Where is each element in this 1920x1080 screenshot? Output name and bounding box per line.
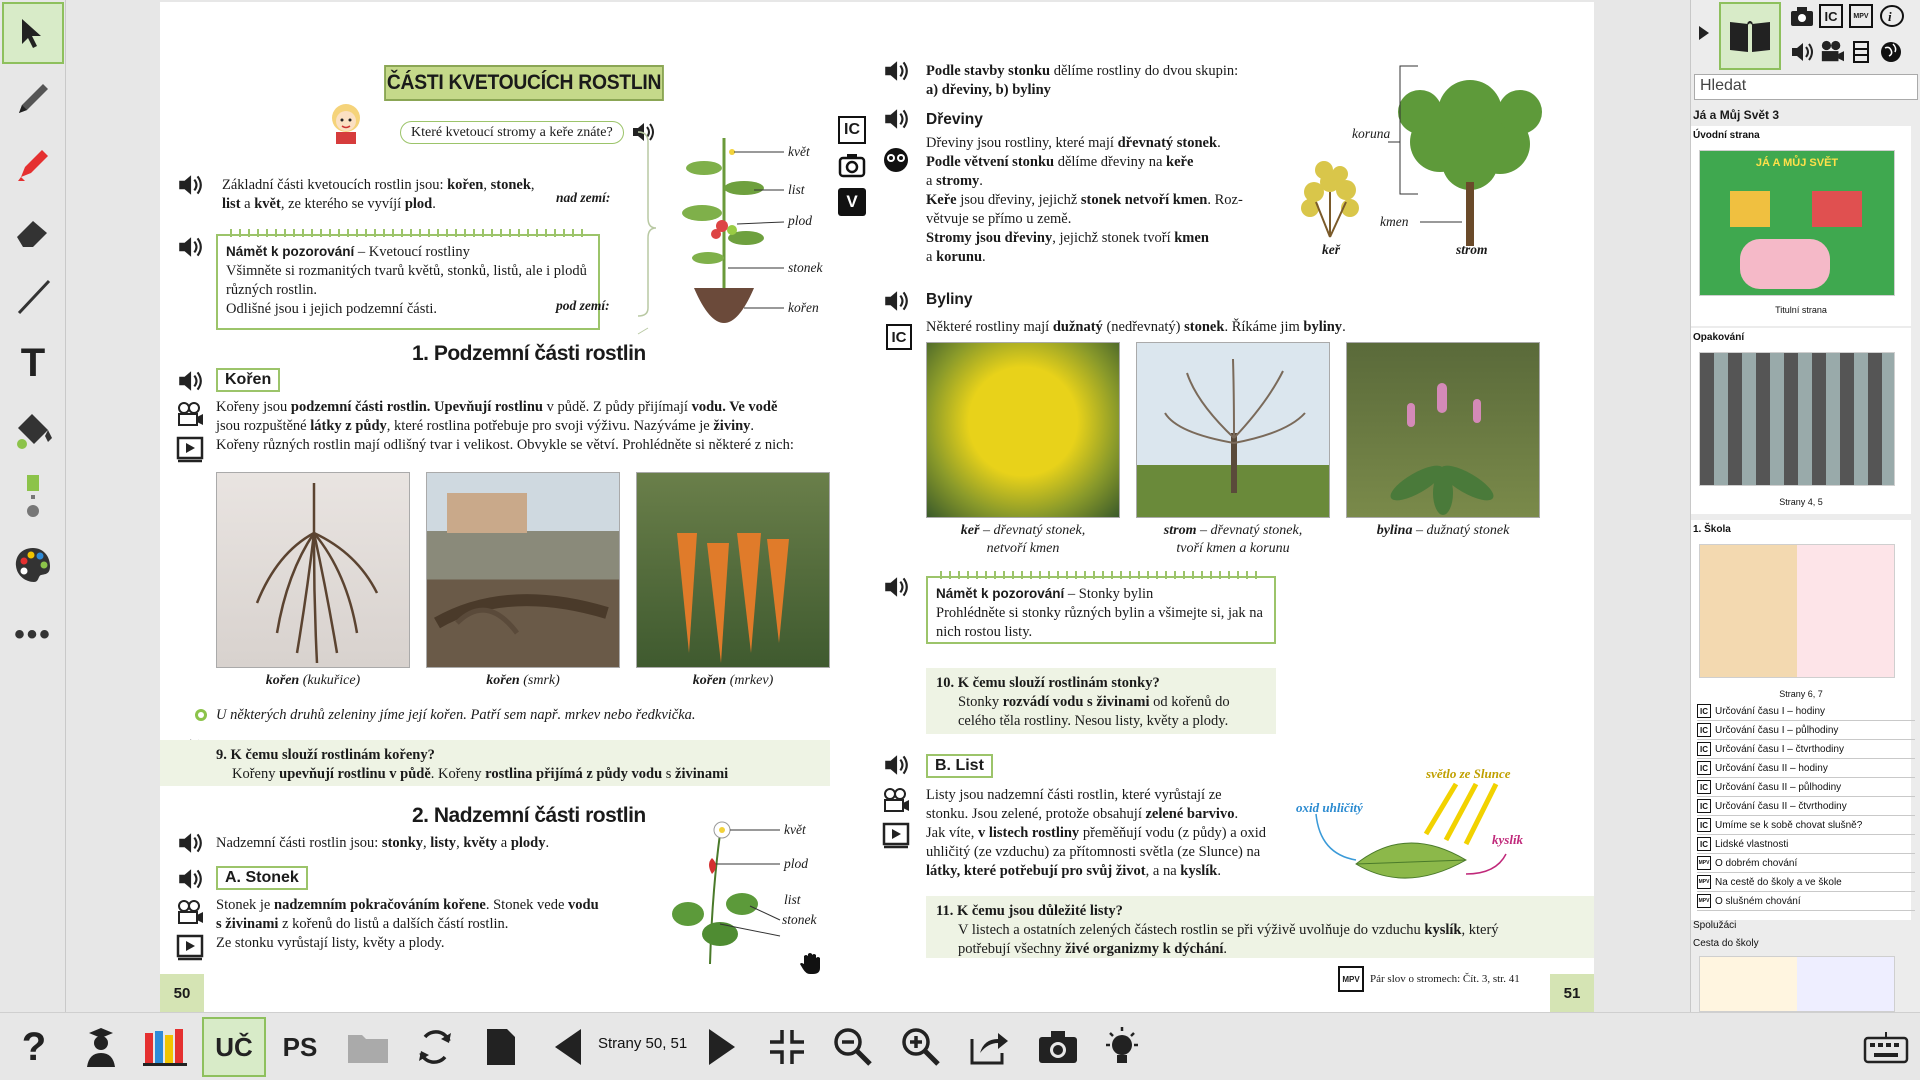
share-icon[interactable] [962,1017,1016,1077]
intro-text: Základní části kvetoucích rostlin jsou: kořen, stonek, list a květ, ze kterého se vyvíjí plod. [222,177,535,212]
plant-diagram: nad zemí: pod zemí: květ list plod stonek kořen [604,128,834,348]
photo-strom [1136,342,1330,518]
list-item[interactable]: IC Určování času II – čtvrthodiny [1697,797,1915,816]
thumbnail-strany-6-7[interactable] [1699,544,1895,678]
line-icon[interactable] [2,266,64,328]
uc-button[interactable]: UČ [202,1017,266,1077]
open-book-icon [1726,16,1774,56]
speaker-icon[interactable] [882,106,910,132]
observation-box-stonky: Námět k pozorování – Stonky bylin Prohlédněte si stonky různých bylin a všimejte si, jak na nich rostou listy. [926,576,1276,644]
caption-bylina: bylina – dužnatý stonek [1376,523,1510,538]
speaker-icon[interactable] [176,172,204,198]
next-page-icon[interactable] [698,1017,746,1077]
photo-ker [926,342,1120,518]
page-icon[interactable] [476,1017,526,1077]
photo-koren-kukurice [216,472,410,668]
ic-icon[interactable]: IC [886,324,912,350]
collapse-panel-icon[interactable] [1697,24,1711,42]
book-page-right [830,2,1594,1012]
speaker-icon[interactable] [882,288,910,314]
bottom-toolbar [0,1012,1920,1080]
list-item[interactable]: IC Určování času II – půlhodiny [1697,778,1915,797]
left-toolbar [0,0,66,1012]
list-text: Listy jsou nadzemní části rostlin, které vyrůstají ze stonku. Jsou zelené, protože obsahují zelené barvivo. Jak víte, v listech rostliny přeměňují vodu (z půdy) a oxid uhličitý (ze vzduchu) za přítomnosti světla (ze Slunce) na látky, které potřebují pro svůj život, a na kyslík. [926,787,1267,879]
ps-button[interactable]: PS [282,1031,318,1062]
zoom-in-icon[interactable] [894,1017,948,1077]
help-button[interactable]: ? [21,1024,47,1069]
tree-diagram: koruna kmen keř strom [1270,62,1590,262]
v-icon[interactable]: V [838,188,866,216]
camera-icon[interactable] [1789,6,1815,28]
camera-icon[interactable] [838,152,866,178]
film-icon[interactable] [1849,40,1873,64]
fill-bucket-icon[interactable] [2,398,64,460]
section-label-koren: Kořen [216,368,280,392]
section-label-list: B. List [926,754,993,778]
above-text: Nadzemní části rostlin jsou: stonky, listy, květy a plody. [216,835,550,851]
page-number-right: 51 [1550,974,1594,1012]
video-camera-icon[interactable] [176,900,204,926]
more-icon[interactable]: ••• [14,618,52,651]
folder-icon[interactable] [340,1017,396,1077]
pencil-icon[interactable] [2,68,64,130]
question-11: 11. K čemu jsou důležité listy? V listech a ostatních zelených částech rostlin se při výživě uvolňuje do vzduchu kyslík, který potřebují všechny živé organizmy k dýchání. [926,896,1594,958]
mpv-icon[interactable]: MPV [1338,966,1364,992]
mpv-reference: Pár slov o stromech: Čít. 3, str. 41 [1370,973,1520,985]
speaker-icon[interactable] [176,866,204,892]
owl-icon[interactable] [882,146,910,174]
video-camera-icon[interactable] [1819,40,1845,64]
observation-box: Námět k pozorování – Kvetoucí rostliny Všimněte si rozmanitých tvarů květů, stonků, listů, ale i plodů různých rostlin. Odlišné jsou i jejich podzemní části. [216,234,600,330]
list-item[interactable]: MPV O slušném chování [1697,892,1915,911]
tip-icon [194,708,208,722]
play-video-icon[interactable] [882,822,910,850]
list-item[interactable]: MPV O dobrém chování [1697,854,1915,873]
page-title: ČÁSTI KVETOUCÍCH ROSTLIN [384,65,664,101]
dreviny-text: Dřeviny jsou rostliny, které mají dřevnatý stonek. Podle větvení stonku dělíme dřeviny na keře a stromy. Keře jsou dřeviny, jejichž stonek netvoří kmen. Roz- větvuje se přímo u země. Stromy jsou dřeviny, jejichž stonek tvoří kmen a korunu. [926,135,1243,265]
video-camera-icon[interactable] [882,788,910,814]
photo-koren-mrkev [636,472,830,668]
book-view-button[interactable] [1719,2,1781,70]
tip-text: U některých druhů zeleniny jíme její kořen. Patří sem např. mrkev nebo ředkvička. [216,707,696,723]
refresh-icon[interactable] [408,1017,462,1077]
section-title[interactable]: Cesta do školy [1693,938,1759,949]
marker-icon[interactable] [2,134,64,196]
girl-illustration-icon [320,94,372,146]
page-number-left: 50 [160,974,204,1012]
list-item[interactable]: IC Určování času II – hodiny [1697,759,1915,778]
svg-text:i: i [1888,9,1892,24]
speaker-icon[interactable] [176,830,204,856]
speaker-icon[interactable] [176,368,204,394]
section-label-stonek: A. Stonek [216,866,308,890]
book-page-left [160,2,830,1012]
strawberry-diagram: květ plod list stonek [650,814,830,974]
section-title: Úvodní strana [1693,130,1760,141]
palette-icon[interactable] [2,534,64,596]
list-item[interactable]: IC Určování času I – hodiny [1697,702,1915,721]
select-arrow-icon[interactable] [2,2,64,64]
previous-page-icon[interactable] [544,1017,592,1077]
speaker-icon[interactable] [882,58,910,84]
teacher-icon[interactable] [74,1017,128,1077]
heading-byliny: Byliny [926,291,973,308]
globe-icon[interactable] [1879,40,1903,64]
lightbulb-icon[interactable] [1098,1017,1146,1077]
heading-above: 2. Nadzemní části rostlin [412,804,646,827]
mpv-icon[interactable]: MPV [1849,4,1873,28]
size-icon[interactable] [2,470,64,532]
speaker-icon[interactable] [882,574,910,600]
thumbnail-strany-4-5[interactable] [1699,352,1895,486]
speaker-icon[interactable] [176,234,204,260]
info-icon[interactable] [1879,4,1905,28]
screenshot-camera-icon[interactable] [1030,1017,1086,1077]
resource-list [1697,702,1915,911]
keyboard-icon[interactable] [1860,1017,1912,1077]
caption-kukurice: kořen (kukuřice) [265,673,361,688]
caption-ker: keř – dřevnatý stonek, netvoří kmen [960,523,1086,556]
video-camera-icon[interactable] [176,402,204,428]
caption-smrk: kořen (smrk) [486,673,560,688]
photosynthesis-diagram: světlo ze Slunce oxid uhličitý kyslík [1296,764,1546,894]
book-title: Já a Můj Svět 3 [1693,108,1780,122]
right-panel: IC MPV i Hledat Já a Můj Svět 3 Úvodní strana JÁ A MŮJ SVĚT Titulní strana Opakování Strany 4, 5 1. Škola Strany 6, 7 IC Určování času I – hodiny IC Určování času I – půlhodiny IC Určování času I – čtvrthodiny IC Určování času II – hodiny IC Určování času II – půlhodiny IC Určování času II – čtvrthodiny IC Umíme se k sobě chovat slušně? IC Lidské vlastnosti MPV O dobrém chování MPV Na cestě do školy a ve škole MPV O slušném chování Spolužáci Cesta do školy [1690,0,1920,1012]
heading-dreviny: Dřeviny [926,111,983,128]
ic-icon[interactable]: IC [1819,4,1843,28]
page-indicator: Strany 50, 51 [598,1035,688,1052]
stavba-text: Podle stavby stonku dělíme rostliny do dvou skupin: a) dřeviny, b) byliny [926,63,1239,98]
eraser-icon[interactable] [2,200,64,262]
list-item[interactable]: MPV Na cestě do školy a ve škole [1697,873,1915,892]
play-video-icon[interactable] [176,934,204,962]
section-title[interactable]: Spolužáci [1693,920,1737,931]
caption-mrkev: kořen (mrkev) [692,673,774,688]
search-input[interactable]: Hledat [1694,74,1918,100]
photo-bylina [1346,342,1540,518]
question-10: 10. K čemu slouží rostlinám stonky? Stonky rozvádí vodu s živinami od kořenů do celého těla rostliny. Nesou listy, květy a plody. [926,668,1276,734]
photo-koren-smrk [426,472,620,668]
thumbnail-titulni-strana[interactable]: JÁ A MŮJ SVĚT [1699,150,1895,296]
list-item[interactable]: IC Určování času I – čtvrthodiny [1697,740,1915,759]
byliny-text: Některé rostliny mají dužnatý (nedřevnatý) stonek. Říkáme jim byliny. [926,319,1346,335]
ic-icon[interactable]: IC [838,116,866,144]
list-item[interactable]: IC Lidské vlastnosti [1697,835,1915,854]
fit-screen-icon[interactable] [760,1017,814,1077]
books-icon[interactable] [138,1017,194,1077]
text-tool-icon[interactable]: T [20,340,46,385]
hand-cursor-icon [798,950,824,976]
stonek-text: Stonek je nadzemním pokračováním kořene. Stonek vede vodu s živinami z kořenů do listů a dalších částí rostlin. Ze stonku vyrůstají listy, květy a plody. [216,897,599,951]
koren-text: Kořeny jsou podzemní části rostlin. Upevňují rostlinu v půdě. Z půdy přijímají vodu. Ve vodě jsou rozpuštěné látky z půdy, které rostlina potřebuje pro svoji výživu. Nazýváme je živiny. Kořeny různých rostlin mají odlišný tvar i velikost. Obvykle se větví. Prohlédněte si některé z nich: [216,399,794,453]
speaker-icon[interactable] [882,752,910,778]
play-video-icon[interactable] [176,436,204,464]
caption-strom: strom – dřevnatý stonek, tvoří kmen a korunu [1163,523,1303,556]
list-item[interactable]: IC Umíme se k sobě chovat slušně? [1697,816,1915,835]
list-item[interactable]: IC Určování času I – půlhodiny [1697,721,1915,740]
zoom-out-icon[interactable] [826,1017,880,1077]
question-9: 9. K čemu slouží rostlinám kořeny? Kořeny upevňují rostlinu v půdě. Kořeny rostlina přijímá z půdy vodu s živinami [160,740,830,786]
question-bubble: Které kvetoucí stromy a keře znáte? [400,121,624,144]
thumbnail-cesta-do-skoly[interactable] [1699,956,1895,1012]
heading-underground: 1. Podzemní části rostlin [412,342,646,365]
speaker-icon[interactable] [1789,40,1815,64]
